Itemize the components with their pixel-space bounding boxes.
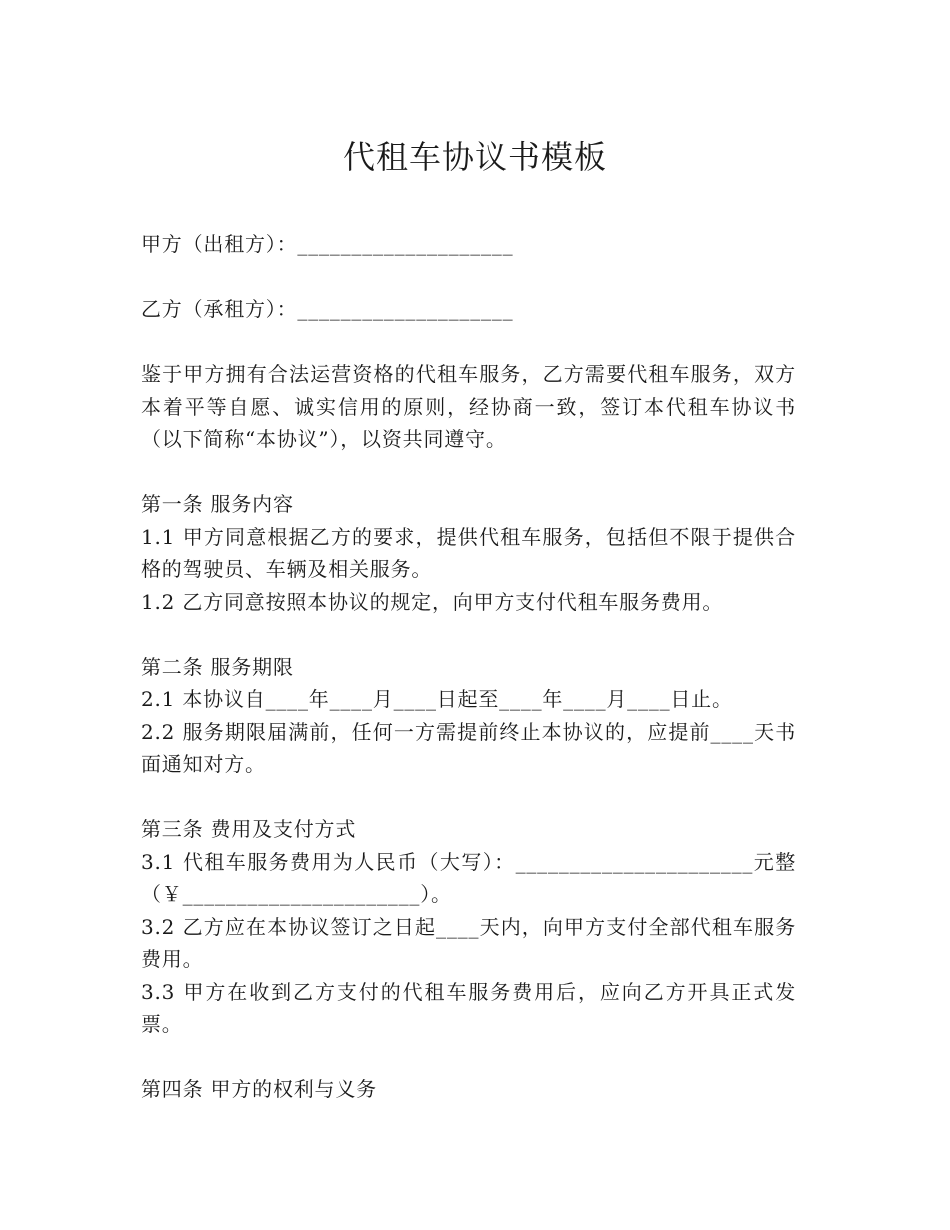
article-2-heading: 第二条 服务期限 [141,654,294,679]
preamble-paragraph: 鉴于甲方拥有合法运营资格的代租车服务，乙方需要代租车服务，双方本着平等自愿、诚实信用的原则，经协商一致，签订本代租车协议书（以下简称“本协议”），以资共同遵守。 [141,362,796,451]
spacer [141,326,796,359]
clause-2-1: 2.1 本协议自____年____月____日起至____年____月____日止。 [141,687,733,711]
clause-3-1: 3.1 代租车服务费用为人民币（大写）：______________________元整（￥______________________）。 [141,849,796,906]
spacer [141,1041,796,1074]
clause-2-2: 2.2 服务期限届满前，任何一方需提前终止本协议的，应提前____天书面通知对方。 [141,719,796,776]
clause-3-3: 3.3 甲方在收到乙方支付的代租车服务费用后，应向乙方开具正式发票。 [141,979,796,1036]
spacer [141,618,796,651]
clause-3-2: 3.2 乙方应在本协议签订之日起____天内，向甲方支付全部代租车服务费用。 [141,914,796,971]
spacer [141,456,796,489]
clause-1-1: 1.1 甲方同意根据乙方的要求，提供代租车服务，包括但不限于提供合格的驾驶员、车辆及相关服务。 [141,524,796,581]
document-body [141,228,796,1106]
article-4-heading: 第四条 甲方的权利与义务 [141,1077,377,1101]
spacer [141,261,796,294]
article-1-heading: 第一条 服务内容 [141,492,294,516]
party-a-line: 甲方（出租方）：____________________ [141,232,514,256]
article-3-heading: 第三条 费用及支付方式 [141,817,357,841]
spacer [141,781,796,814]
document-title: 代租车协议书模板 [342,138,607,176]
clause-1-2: 1.2 乙方同意按照本协议的规定，向甲方支付代租车服务费用。 [141,589,724,614]
party-b-line: 乙方（承租方）：____________________ [141,297,514,321]
